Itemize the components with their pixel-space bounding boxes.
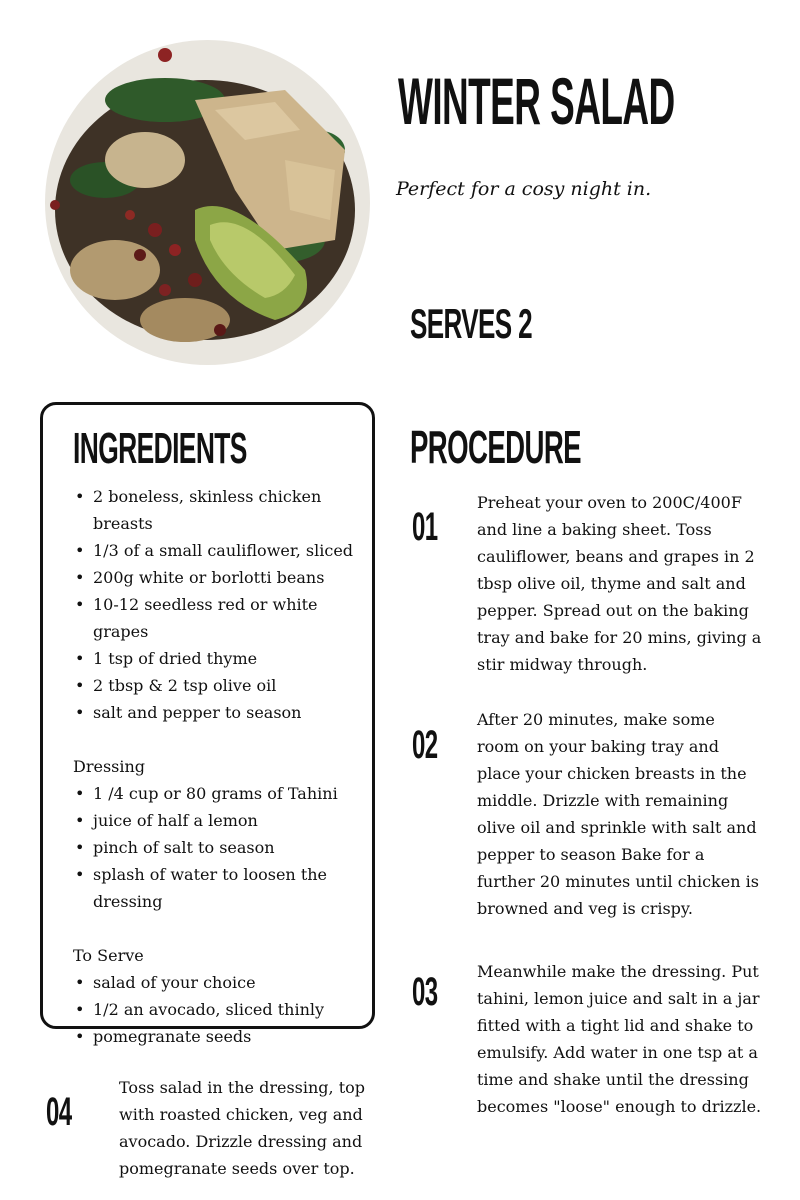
procedure-heading: PROCEDURE	[410, 421, 581, 473]
list-item: • pinch of salt to season	[93, 834, 373, 861]
main-ingredients	[73, 483, 373, 726]
list-item: • splash of water to loosen the dressing	[93, 861, 373, 915]
list-item: • 200g white or borlotti beans	[93, 564, 373, 591]
serve-ingredients	[73, 969, 373, 1050]
list-item: • 1 tsp of dried thyme	[93, 645, 373, 672]
step-text-1: Preheat your oven to 200C/400F and line a baking sheet. Toss cauliflower, beans and grapes in 2 tbsp olive oil, thyme and salt and pepper. Spread out on the baking tray and bake for 20 mins, giving a stir midway through.	[477, 493, 762, 674]
serves-label: SERVES 2	[410, 300, 532, 347]
ingredients-heading: INGREDIENTS	[73, 424, 247, 473]
step-number-2: 02	[412, 723, 438, 767]
recipe-subtitle: Perfect for a cosy night in.	[396, 178, 652, 200]
list-item: • salt and pepper to season	[93, 699, 373, 726]
recipe-title: WINTER SALAD	[398, 64, 675, 138]
list-item: • juice of half a lemon	[93, 807, 373, 834]
list-item: • 10-12 seedless red or white grapes	[93, 591, 373, 645]
ingredients-box	[40, 402, 375, 1046]
step-text-2: After 20 minutes, make some room on your baking tray and place your chicken breasts in the middle. Drizzle with remaining olive oil and sprinkle with salt and pepper to season Bake for a further 20 minutes until chicken is browned and veg is crispy.	[477, 710, 759, 918]
salad-illustration	[45, 40, 370, 365]
list-item: • 1/3 of a small cauliflower, sliced	[93, 537, 373, 564]
step-text-4: Toss salad in the dressing, top with roasted chicken, veg and avocado. Drizzle dressing and pomegranate seeds over top.	[119, 1078, 366, 1178]
serve-heading: To Serve	[73, 946, 144, 965]
list-item: • 1/2 an avocado, sliced thinly	[93, 996, 373, 1023]
step-text-3: Meanwhile make the dressing. Put tahini, lemon juice and salt in a jar fitted with a tight lid and shake to emulsify. Add water in one tsp at a time and shake until the dressing becomes "loose" enough to drizzle.	[477, 962, 762, 1116]
step-number-3: 03	[412, 970, 438, 1014]
list-item: • 1 /4 cup or 80 grams of Tahini	[93, 780, 373, 807]
salad-photo	[45, 40, 370, 365]
list-item: • pomegranate seeds	[93, 1023, 373, 1050]
list-item: • salad of your choice	[93, 969, 373, 996]
dressing-ingredients	[73, 780, 373, 915]
dressing-heading: Dressing	[73, 757, 146, 776]
step-number-4: 04	[46, 1090, 72, 1134]
list-item: • 2 boneless, skinless chicken breasts	[93, 483, 373, 537]
step-number-1: 01	[412, 505, 438, 549]
ingredients-list	[73, 483, 373, 1050]
list-item: • 2 tbsp & 2 tsp olive oil	[93, 672, 373, 699]
